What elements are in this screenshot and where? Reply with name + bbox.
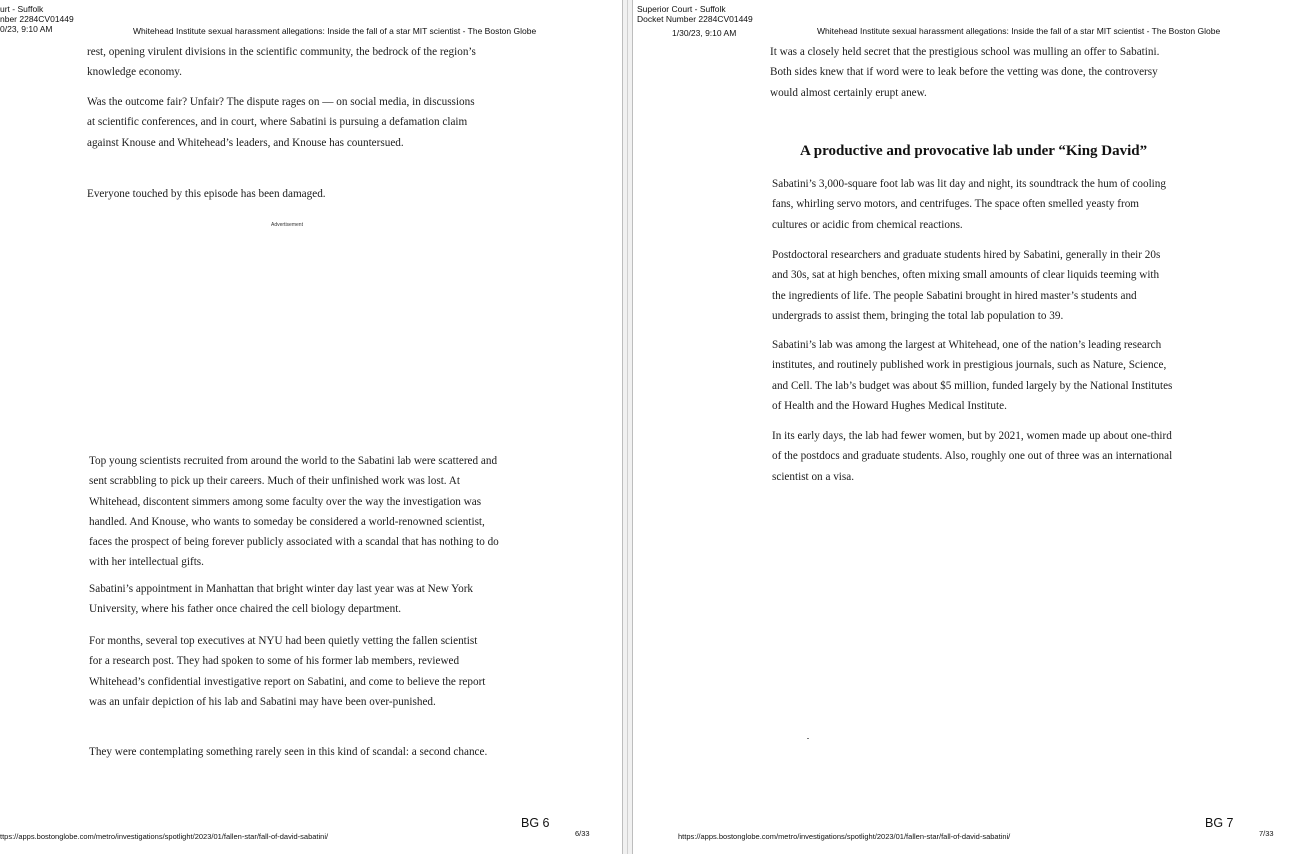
stamp-line-docket: Docket Number 2284CV01449: [637, 14, 753, 24]
article-paragraph: For months, several top executives at NYU had been quietly vetting the fallen scientist for a research post. They had spoken to some of his former lab members, reviewed Whitehead’s confidential investigative report on Sabatini, and come to believe the report was an unfair depiction of his lab and Sabatini may have been over-punished.: [89, 635, 486, 708]
document-page-left: [0, 0, 622, 854]
article-paragraph: In its early days, the lab had fewer women, but by 2021, women made up about one-third of the postdocs and graduate students. Also, roughly one out of three was an international scientist on a visa.: [772, 430, 1173, 483]
stamp-line-court: urt - Suffolk: [0, 4, 44, 14]
print-page-number: 7/33: [1259, 829, 1274, 838]
article-paragraph: Sabatini’s appointment in Manhattan that bright winter day last year was at New York University, where his father once chaired the cell biology department.: [89, 583, 474, 616]
print-footer-url: ttps://apps.bostonglobe.com/metro/investigations/spotlight/2023/01/fallen-star/fall-of-david-sabatini/: [0, 832, 329, 841]
print-header-title: Whitehead Institute sexual harassment allegations: Inside the fall of a star MIT scientist - The Boston Globe: [133, 26, 537, 36]
stamp-line-docket: nber 2284CV01449: [0, 14, 74, 24]
document-page-right: [633, 0, 1301, 854]
scan-speck: [807, 738, 809, 739]
article-paragraph: Sabatini’s 3,000-square foot lab was lit day and night, its soundtrack the hum of cooling fans, whirling servo motors, and centrifuges. The space often smelled yeasty from cultures or acidic from chemical reactions.: [772, 178, 1166, 231]
advertisement-label: Advertisement: [271, 222, 303, 228]
article-paragraph: Everyone touched by this episode has been damaged.: [87, 188, 326, 200]
article-paragraph: Sabatini’s lab was among the largest at Whitehead, one of the nation’s leading research institutes, and routinely published work in prestigious journals, such as Nature, Science, and Cell. The lab’s budget was about $5 million, funded largely by the National Institutes of Health and the Howard Hughes Medical Institute.: [772, 339, 1173, 412]
print-timestamp: 1/30/23, 9:10 AM: [672, 28, 737, 38]
print-header-title: Whitehead Institute sexual harassment allegations: Inside the fall of a star MIT scientist - The Boston Globe: [817, 26, 1221, 36]
court-stamp: [637, 4, 753, 24]
article-paragraph: They were contemplating something rarely seen in this kind of scandal: a second chance.: [89, 746, 488, 758]
bates-number: BG 6: [521, 816, 550, 830]
page-divider: [622, 0, 633, 854]
section-heading: A productive and provocative lab under “King David”: [800, 143, 1148, 159]
print-timestamp: 0/23, 9:10 AM: [0, 24, 53, 34]
print-page-number: 6/33: [575, 829, 590, 838]
print-footer-url: https://apps.bostonglobe.com/metro/investigations/spotlight/2023/01/fallen-star/fall-of-david-sabatini/: [678, 832, 1011, 841]
article-paragraph: Was the outcome fair? Unfair? The dispute rages on — on social media, in discussions at scientific conferences, and in court, where Sabatini is pursuing a defamation claim against Knouse and Whitehead’s leaders, and Knouse has countersued.: [87, 96, 475, 149]
bates-number: BG 7: [1205, 816, 1234, 830]
court-stamp: [0, 4, 74, 34]
article-paragraph: rest, opening virulent divisions in the scientific community, the bedrock of the region’s knowledge economy.: [87, 46, 476, 79]
article-paragraph: Postdoctoral researchers and graduate students hired by Sabatini, generally in their 20s and 30s, sat at high benches, often mixing small amounts of clear liquids teeming with the ingredients of life. The people Sabatini brought in hired master’s students and undergrads to assist them, bringing the total lab population to 39.: [772, 249, 1161, 322]
stamp-line-court: Superior Court - Suffolk: [637, 4, 726, 14]
article-paragraph: Top young scientists recruited from around the world to the Sabatini lab were scattered and sent scrabbling to pick up their careers. Much of their unfinished work was lost. At Whitehead, discontent simmers among some faculty over the way the investigation was handled. And Knouse, who wants to someday be considered a world-renowned scientist, faces the prospect of being forever publicly associated with a scandal that has nothing to do with her intellectual gifts.: [89, 455, 499, 569]
article-paragraph: It was a closely held secret that the prestigious school was mulling an offer to Sabatini. Both sides knew that if word were to leak before the vetting was done, the controversy would almost certainly erupt anew.: [770, 46, 1160, 99]
